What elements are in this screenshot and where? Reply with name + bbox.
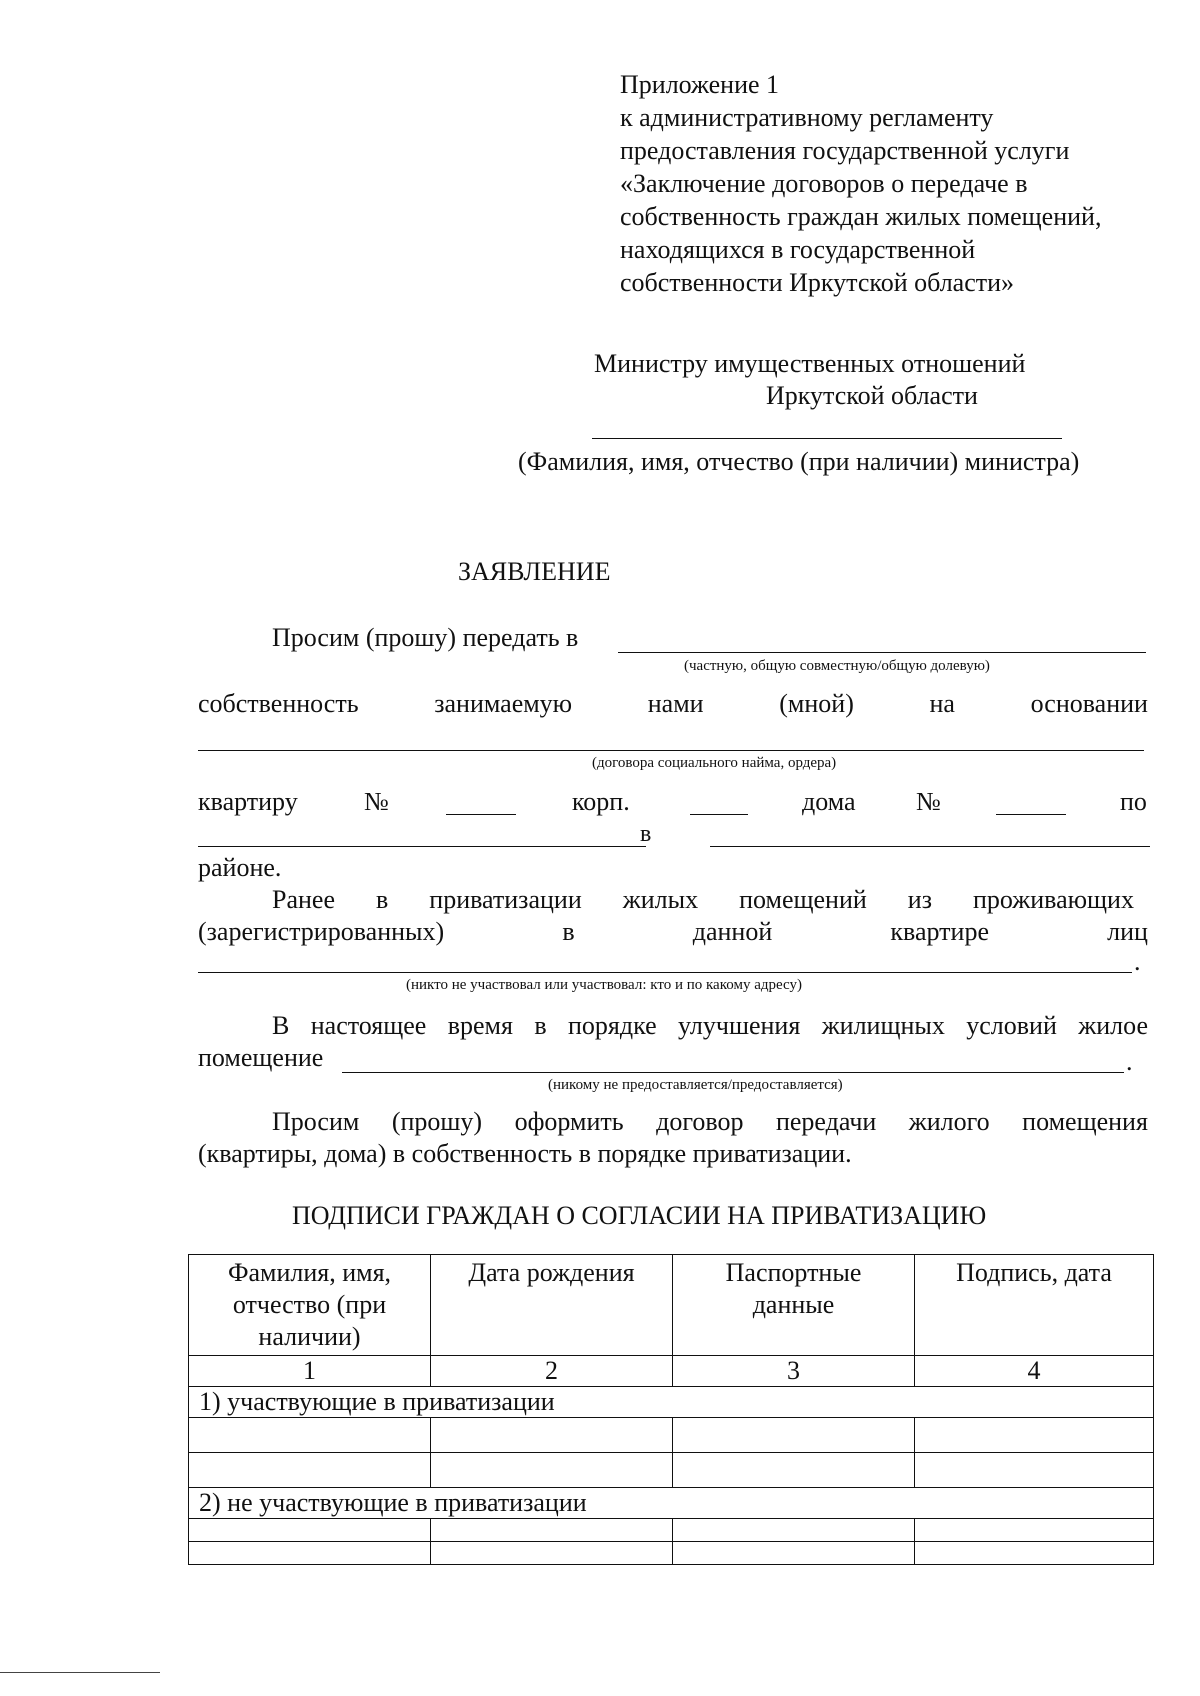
column-number: 3 xyxy=(673,1356,915,1387)
addressee-line2: Иркутской области xyxy=(766,381,978,410)
appendix-line: Приложение 1 xyxy=(620,70,780,99)
street-prefix: по xyxy=(1120,787,1147,816)
word: договор xyxy=(656,1107,744,1136)
word: приватизации xyxy=(429,885,582,914)
word: в xyxy=(376,885,389,914)
section-not-participating: 2) не участвующие в приватизации xyxy=(189,1488,1154,1519)
word: основании xyxy=(1030,689,1148,718)
section-row xyxy=(189,1488,1154,1519)
signatures-heading: ПОДПИСИ ГРАЖДАН О СОГЛАСИИ НА ПРИВАТИЗАЦИЮ xyxy=(292,1201,987,1230)
word: занимаемую xyxy=(434,689,573,718)
ownership-type-field[interactable] xyxy=(618,652,1146,653)
word: Просим xyxy=(272,1107,360,1136)
column-number: 2 xyxy=(431,1356,673,1387)
word: жилых xyxy=(622,885,699,914)
word: на xyxy=(929,689,955,718)
word: жилого xyxy=(908,1107,990,1136)
signature-cell[interactable] xyxy=(915,1453,1154,1488)
ownership-basis-row xyxy=(198,688,1148,720)
name-cell[interactable] xyxy=(189,1453,431,1488)
word: из xyxy=(907,885,932,914)
word: (мной) xyxy=(779,689,854,718)
current-housing-caption: (никому не предоставляется/предоставляется) xyxy=(548,1077,843,1093)
minister-name-caption: (Фамилия, имя, отчество (при наличии) министра) xyxy=(518,447,1080,476)
street-field[interactable] xyxy=(198,846,646,847)
prior-participation-field[interactable] xyxy=(198,972,1132,973)
appendix-line: к административному регламенту xyxy=(620,103,994,132)
house-number-field[interactable] xyxy=(996,814,1066,815)
table-row xyxy=(189,1519,1154,1542)
district-word: районе. xyxy=(198,853,282,882)
word: оформить xyxy=(514,1107,624,1136)
column-header-birthdate: Дата рождения xyxy=(431,1255,673,1356)
request-lead: Просим (прошу) передать в xyxy=(272,623,579,652)
word: Ранее xyxy=(272,885,335,914)
number-sign: № xyxy=(916,787,941,816)
birthdate-cell[interactable] xyxy=(431,1453,673,1488)
column-header-name: Фамилия, имя, отчество (при наличии) xyxy=(189,1255,431,1356)
current-housing-word: помещение xyxy=(198,1043,324,1072)
house-label: дома xyxy=(802,787,856,816)
prior-privatization-row1 xyxy=(272,884,1134,916)
signature-cell[interactable] xyxy=(915,1418,1154,1453)
word: (прошу) xyxy=(391,1107,483,1136)
minister-name-line[interactable] xyxy=(592,438,1062,439)
column-number: 1 xyxy=(189,1356,431,1387)
word: данной xyxy=(692,917,773,946)
birthdate-cell[interactable] xyxy=(431,1519,673,1542)
document-title: ЗАЯВЛЕНИЕ xyxy=(458,557,611,586)
section-row xyxy=(189,1387,1154,1418)
word: лиц xyxy=(1107,917,1148,946)
table-row xyxy=(189,1542,1154,1565)
appendix-block xyxy=(620,68,1180,299)
building-number-field[interactable] xyxy=(690,814,748,815)
appendix-line: собственности Иркутской области» xyxy=(620,268,1015,297)
table-row xyxy=(189,1453,1154,1488)
passport-cell[interactable] xyxy=(673,1418,915,1453)
signatures-table xyxy=(188,1254,1154,1565)
word: собственность xyxy=(198,689,359,718)
section-participating: 1) участвующие в приватизации xyxy=(189,1387,1154,1418)
footnote-rule xyxy=(0,1672,160,1673)
signature-cell[interactable] xyxy=(915,1519,1154,1542)
word: передачи xyxy=(775,1107,877,1136)
passport-cell[interactable] xyxy=(673,1453,915,1488)
passport-cell[interactable] xyxy=(673,1519,915,1542)
appendix-line: «Заключение договоров о передаче в xyxy=(620,169,1028,198)
birthdate-cell[interactable] xyxy=(431,1542,673,1565)
appendix-line: предоставления государственной услуги xyxy=(620,136,1070,165)
building-label: корп. xyxy=(572,787,630,816)
birthdate-cell[interactable] xyxy=(431,1418,673,1453)
apartment-number-field[interactable] xyxy=(446,814,516,815)
period: . xyxy=(1134,947,1141,976)
column-header-signature: Подпись, дата xyxy=(915,1255,1154,1356)
word: проживающих xyxy=(972,885,1134,914)
district-field[interactable] xyxy=(710,846,1150,847)
table-header-row xyxy=(189,1255,1154,1356)
name-cell[interactable] xyxy=(189,1519,431,1542)
word: помещения xyxy=(1022,1107,1148,1136)
word: квартире xyxy=(890,917,990,946)
current-housing-field[interactable] xyxy=(342,1072,1124,1073)
word: в xyxy=(562,917,575,946)
apartment-label: квартиру xyxy=(198,787,298,816)
basis-document-field[interactable] xyxy=(198,750,1144,751)
column-numbers-row xyxy=(189,1356,1154,1387)
basis-document-caption: (договора социального найма, ордера) xyxy=(592,755,837,771)
column-number: 4 xyxy=(915,1356,1154,1387)
ownership-type-caption: (частную, общую совместную/общую долевую) xyxy=(684,658,990,674)
table-row xyxy=(189,1418,1154,1453)
signature-cell[interactable] xyxy=(915,1542,1154,1565)
name-cell[interactable] xyxy=(189,1542,431,1565)
passport-cell[interactable] xyxy=(673,1542,915,1565)
prior-participation-caption: (никто не участвовал или участвовал: кто и по какому адресу) xyxy=(406,977,802,993)
period: . xyxy=(1126,1047,1133,1076)
word: помещений xyxy=(739,885,867,914)
word: нами xyxy=(647,689,704,718)
name-cell[interactable] xyxy=(189,1418,431,1453)
word: (зарегистрированных) xyxy=(198,917,445,946)
appendix-line: собственность граждан жилых помещений, xyxy=(620,202,1102,231)
addressee-line1: Министру имущественных отношений xyxy=(594,349,1026,378)
appendix-line: находящихся в государственной xyxy=(620,235,976,264)
final-request-row1 xyxy=(272,1106,1148,1138)
number-sign: № xyxy=(364,787,389,816)
current-housing-line1: В настоящее время в порядке улучшения жилищных условий жилое xyxy=(272,1011,1148,1040)
column-header-passport: Паспортные данные xyxy=(673,1255,915,1356)
prior-privatization-row2 xyxy=(198,916,1148,948)
in-word: в xyxy=(640,821,652,847)
final-request-line2: (квартиры, дома) в собственность в порядке приватизации. xyxy=(198,1139,852,1168)
